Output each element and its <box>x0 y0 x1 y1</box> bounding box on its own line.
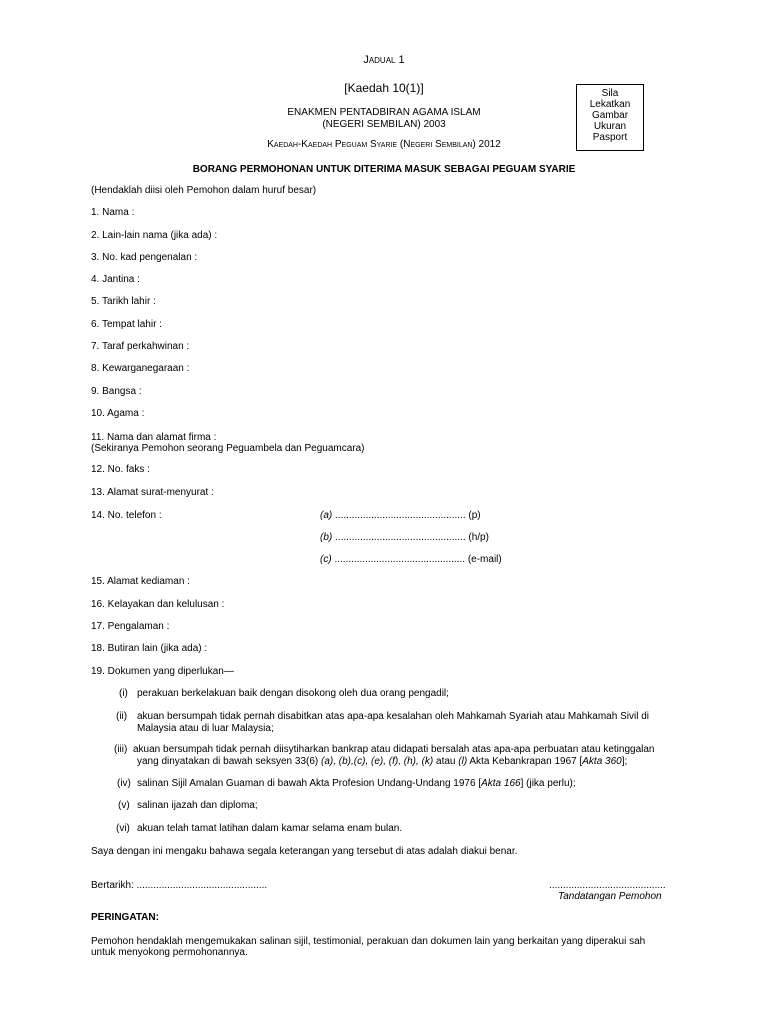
field-firma-note: (Sekiranya Pemohon seorang Peguambela dan Peguamcara) <box>91 443 365 454</box>
doc-item-iii-num: (iii) <box>114 744 128 755</box>
phone-dots: ............................................... <box>335 532 466 543</box>
phone-label: (a) <box>320 510 333 521</box>
phone-line-b <box>320 532 489 544</box>
doc-text: ] (jika perlu); <box>520 778 576 789</box>
field-jantina: 4. Jantina : <box>91 274 140 285</box>
field-bangsa: 9. Bangsa : <box>91 386 142 397</box>
warning-title: PERINGATAN: <box>91 912 159 923</box>
passport-photo-box <box>576 84 644 151</box>
doc-item-iii-line2 <box>137 756 627 768</box>
phone-suffix: (e-mail) <box>467 554 502 565</box>
doc-item-v-text: salinan ijazah dan diploma; <box>137 800 258 811</box>
doc-item-ii-line2: Malaysia atau di luar Malaysia; <box>137 723 274 734</box>
rules-title: Kaedah-Kaedah Peguam Syarie (Negeri Sembilan) 2012 <box>267 139 501 150</box>
doc-text-italic: (l) <box>458 756 468 767</box>
declaration-text: Saya dengan ini mengaku bahawa segala keterangan yang tersebut di atas adalah diakui benar. <box>91 846 518 857</box>
phone-label: (b) <box>320 532 333 543</box>
doc-item-vi-num: (vi) <box>116 823 130 834</box>
doc-item-iv-num: (iv) <box>117 778 131 789</box>
form-title: BORANG PERMOHONAN UNTUK DITERIMA MASUK SEBAGAI PEGUAM SYARIE <box>192 164 576 175</box>
phone-dots: ............................................... <box>335 510 466 521</box>
doc-text: Akta Kebankrapan 1967 [ <box>467 756 583 767</box>
enactment-line-1: ENAKMEN PENTADBIRAN AGAMA ISLAM <box>287 107 481 118</box>
photo-box-line: Lekatkan <box>589 99 631 110</box>
doc-item-v-num: (v) <box>118 800 130 811</box>
field-nama-alamat-firma: 11. Nama dan alamat firma : <box>91 432 217 443</box>
schedule-heading: Jadual 1 <box>363 54 405 66</box>
enactment-line-2: (NEGERI SEMBILAN) 2003 <box>322 119 446 130</box>
field-tempat-lahir: 6. Tempat lahir : <box>91 319 162 330</box>
warning-line-2: untuk menyokong permohonannya. <box>91 947 248 958</box>
field-butiran-lain: 18. Butiran lain (jika ada) : <box>91 643 208 654</box>
phone-line-a <box>320 510 481 522</box>
doc-text: ]; <box>621 756 628 767</box>
doc-text: salinan Sijil Amalan Guaman di bawah Akta Profesion Undang-Undang 1976 [ <box>137 778 482 789</box>
doc-text: atau <box>433 756 459 767</box>
field-no-telefon: 14. No. telefon : <box>91 510 162 521</box>
photo-box-line: Sila <box>601 88 619 99</box>
field-kad-pengenalan: 3. No. kad pengenalan : <box>91 252 198 263</box>
phone-line-c <box>320 554 502 566</box>
field-pengalaman: 17. Pengalaman : <box>91 621 170 632</box>
doc-item-iii-line1: akuan bersumpah tidak pernah diisytiharkan bankrap atau didapati bersalah atas apa-apa perbuatan atau ketinggalan <box>133 744 655 755</box>
doc-text-italic: Akta 360 <box>582 756 622 767</box>
doc-text: yang dinyatakan di bawah seksyen 33(6) <box>137 756 322 767</box>
field-kelayakan: 16. Kelayakan dan kelulusan : <box>91 599 225 610</box>
doc-text-italic: (a), (b),(c), (e), (f), (h), (k) <box>321 756 434 767</box>
phone-dots: ............................................... <box>334 554 466 565</box>
doc-item-ii-line1: akuan bersumpah tidak pernah disabitkan atas apa-apa kesalahan oleh Mahkamah Syariah atau Mahkamah Sivil di <box>137 711 649 722</box>
date-field: Bertarikh: ............................................... <box>91 880 268 891</box>
doc-item-i-text: perakuan berkelakuan baik dengan disokong oleh dua orang pengadil; <box>137 688 449 699</box>
photo-box-line: Gambar <box>591 110 629 121</box>
field-taraf-perkahwinan: 7. Taraf perkahwinan : <box>91 341 190 352</box>
doc-text-italic: Akta 166 <box>481 778 521 789</box>
phone-suffix: (h/p) <box>468 532 489 543</box>
rule-reference: [Kaedah 10(1)] <box>344 81 424 95</box>
field-no-faks: 12. No. faks : <box>91 464 150 475</box>
phone-label: (c) <box>320 554 332 565</box>
phone-suffix: (p) <box>468 510 481 521</box>
warning-line-1: Pemohon hendaklah mengemukakan salinan sijil, testimonial, perakuan dan dokumen lain yang berkaitan yang diperakui sah <box>91 936 646 947</box>
signature-label: Tandatangan Pemohon <box>558 891 662 902</box>
doc-item-i-num: (i) <box>119 688 128 699</box>
instruction-text: (Hendaklah diisi oleh Pemohon dalam huruf besar) <box>91 185 317 196</box>
field-kewarganegaraan: 8. Kewarganegaraan : <box>91 363 190 374</box>
photo-box-line: Pasport <box>592 132 628 143</box>
field-agama: 10. Agama : <box>91 408 145 419</box>
field-lain-nama: 2. Lain-lain nama (jika ada) : <box>91 230 218 241</box>
doc-item-ii-num: (ii) <box>116 711 128 722</box>
field-alamat-kediaman: 15. Alamat kediaman : <box>91 576 190 587</box>
field-tarikh-lahir: 5. Tarikh lahir : <box>91 296 156 307</box>
photo-box-line: Ukuran <box>593 121 627 132</box>
field-dokumen: 19. Dokumen yang diperlukan— <box>91 666 234 677</box>
field-nama: 1. Nama : <box>91 207 135 218</box>
field-alamat-surat: 13. Alamat surat-menyurat : <box>91 487 214 498</box>
signature-line: .......................................... <box>549 880 666 891</box>
doc-item-vi-text: akuan telah tamat latihan dalam kamar selama enam bulan. <box>137 823 403 834</box>
doc-item-iv-text <box>137 778 576 790</box>
